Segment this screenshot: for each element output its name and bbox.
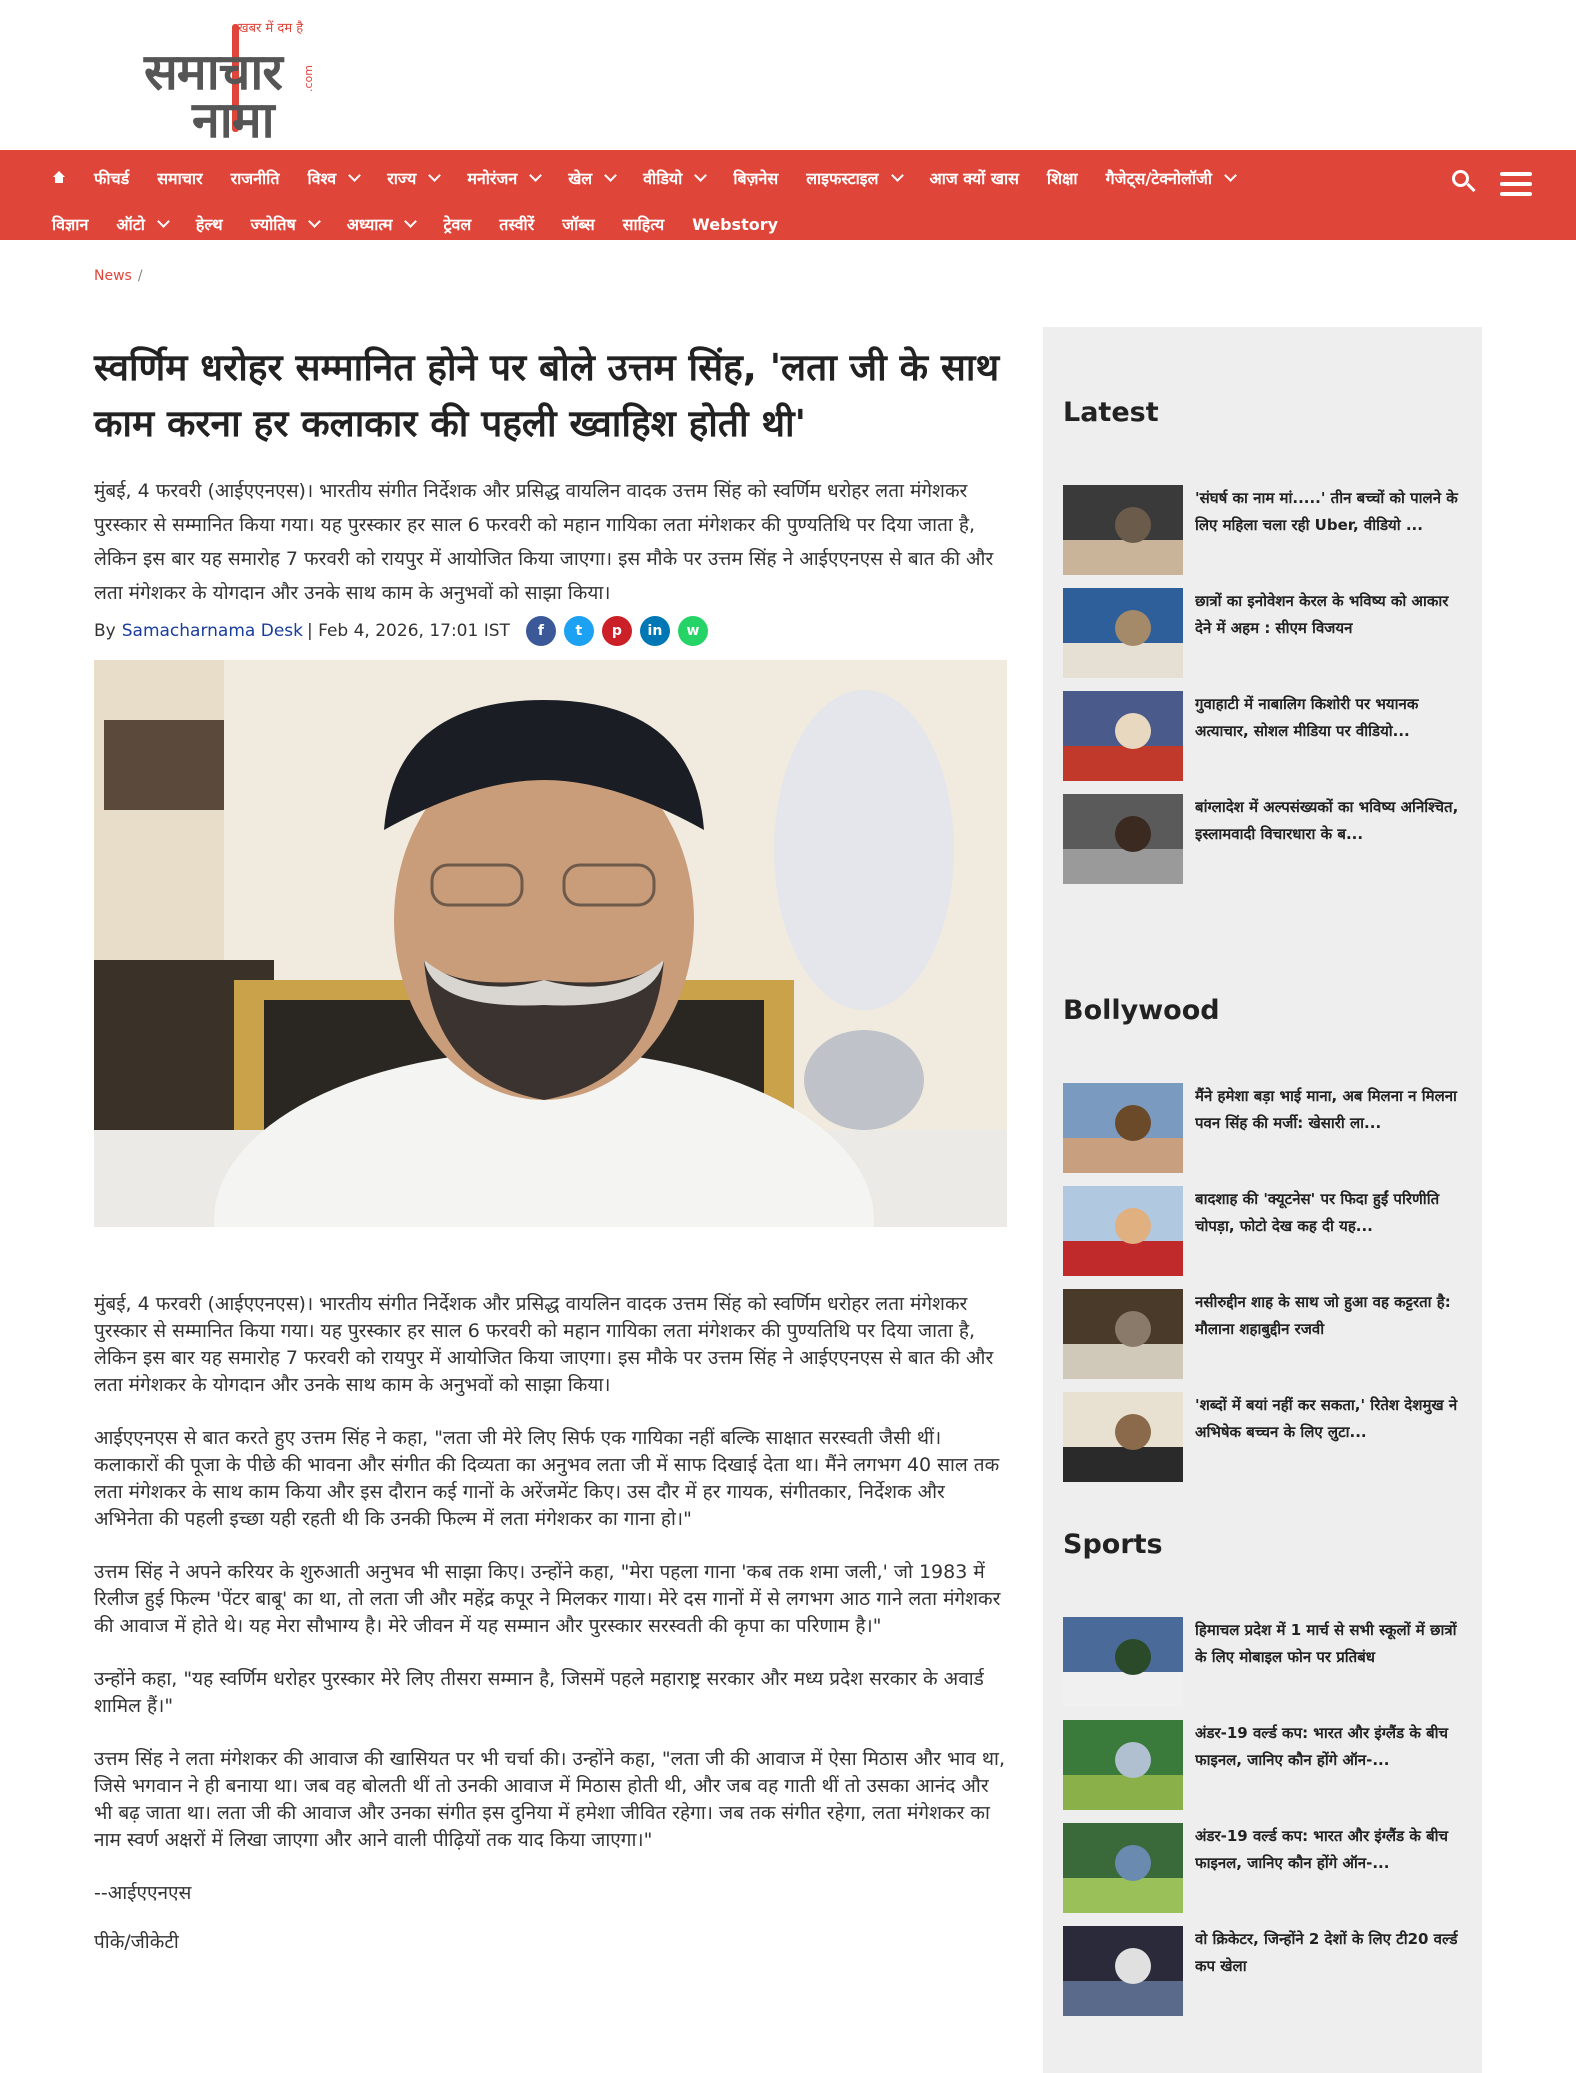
logo-tagline: खबर में दम है bbox=[238, 21, 304, 36]
sidebar-thumbnail[interactable] bbox=[1063, 1720, 1183, 1810]
article-paragraph: उत्तम सिंह ने अपने करियर के शुरुआती अनुभव भी साझा किए। उन्होंने कहा, "मेरा पहला गाना 'कब तक शमा जली,' जो 1983 में रिलीज हुई फिल्म 'पेंटर बाबू' का था, तो लता जी और महेंद्र कपूर ने मिलकर गाया। मेरे दस गानों में से लगभग आठ गाने लता मंगेशकर की आवाज में होते थे। यह मेरा सौभाग्य है। मेरे जीवन में यह सम्मान और पुरस्कार सरस्वती की कृपा का परिणाम है।" bbox=[94, 1561, 1001, 1637]
author-link[interactable]: Samacharnama Desk bbox=[121, 621, 303, 641]
nav-item-label: राजनीति bbox=[230, 169, 280, 188]
sidebar-bollywood-item[interactable] bbox=[1063, 1186, 1463, 1278]
sidebar-bollywood-item[interactable] bbox=[1063, 1289, 1463, 1381]
chevron-down-icon[interactable] bbox=[157, 215, 170, 228]
nav-item-label: साहित्य bbox=[622, 215, 665, 234]
byline-by-label: By bbox=[94, 621, 116, 641]
nav-item-row2-4[interactable] bbox=[347, 213, 416, 235]
sidebar-latest-item[interactable] bbox=[1063, 794, 1463, 886]
article-paragraph: आईएएनएस से बात करते हुए उत्तम सिंह ने कहा, "लता जी मेरे लिए सिर्फ एक गायिका नहीं बल्कि साक्षात सरस्वती जैसी थीं। कलाकारों की पूजा के पीछे की भावना और संगीत की दिव्यता का अनुभव लता जी में साफ दिखाई देता था। मैंने लगभग 40 साल तक लता मंगेशकर के साथ काम किया और इस दौरान कई गानों के अरेंजमेंट किए। उस दौर में हर गायक, संगीतकार, निर्देशक और अभिनेता की पहली इच्छा यही रहती थी कि उनकी फिल्म में लता मंगेशकर का गाना हो।" bbox=[94, 1427, 1000, 1530]
nav-item-row2-1[interactable] bbox=[116, 213, 168, 235]
publish-date: | Feb 4, 2026, 17:01 IST bbox=[306, 621, 510, 641]
sidebar-bollywood-heading: Bollywood bbox=[1063, 995, 1220, 1026]
article-paragraph: पीके/जीकेटी bbox=[94, 1931, 179, 1953]
nav-item-label: वीडियो bbox=[643, 169, 683, 188]
nav-item-row1-2[interactable] bbox=[231, 167, 280, 189]
sidebar-sports bbox=[1063, 1529, 1463, 1975]
facebook-icon[interactable]: f bbox=[526, 616, 556, 646]
nav-item-row2-3[interactable] bbox=[251, 213, 319, 235]
sidebar-sports-item[interactable] bbox=[1063, 1617, 1463, 1709]
nav-item-label: बिज़नेस bbox=[733, 169, 779, 188]
sidebar-headline[interactable]: छात्रों का इनोवेशन केरल के भविष्य को आकार देने में अहम : सीएम विजयन bbox=[1195, 592, 1449, 637]
nav-item-row1-5[interactable] bbox=[467, 167, 540, 189]
article-paragraph: --आईएएनएस bbox=[94, 1882, 192, 1904]
breadcrumb-news-link[interactable]: News bbox=[94, 268, 132, 284]
nav-item-row1-10[interactable] bbox=[930, 167, 1019, 189]
article-paragraph: उत्तम सिंह ने लता मंगेशकर की आवाज की खासियत पर भी चर्चा की। उन्होंने कहा, "लता जी की आवाज में ऐसा मिठास और भाव था, जिसे भगवान ने ही बनाया था। जब वह बोलती थीं तो उनकी आवाज में मिठास होती थी, और जब वह गाती थीं तो उसका आनंद और भी बढ़ जाता था। लता जी की आवाज और उनका संगीत इस दुनिया में हमेशा जीवित रहेगा। जब तक संगीत रहेगा, लता मंगेशकर का नाम स्वर्ण अक्षरों में लिखा जाएगा और आने वाली पीढ़ियों तक याद किया जाएगा।" bbox=[94, 1748, 1006, 1851]
nav-item-label: गैजेट्स/टेक्नोलॉजी bbox=[1105, 169, 1213, 188]
home-icon[interactable] bbox=[52, 171, 66, 185]
main-nav bbox=[0, 150, 1576, 240]
byline bbox=[94, 616, 1009, 646]
nav-row-secondary bbox=[52, 204, 806, 244]
sidebar-thumbnail[interactable] bbox=[1063, 794, 1183, 884]
nav-item-label: राज्य bbox=[387, 169, 417, 188]
chevron-down-icon[interactable] bbox=[694, 169, 707, 182]
sidebar-headline[interactable]: बांग्लादेश में अल्पसंख्यकों का भविष्य अनिश्चित, इस्लामवादी विचारधारा के ब... bbox=[1195, 798, 1459, 843]
nav-item-row1-9[interactable] bbox=[806, 167, 901, 189]
sidebar-bollywood-item[interactable] bbox=[1063, 1392, 1463, 1484]
logo-dotcom: .com bbox=[302, 65, 315, 92]
sidebar-thumbnail[interactable] bbox=[1063, 1926, 1183, 2016]
nav-item-row1-7[interactable] bbox=[643, 167, 705, 189]
sidebar-headline[interactable]: गुवाहाटी में नाबालिग किशोरी पर भयानक अत्याचार, सोशल मीडिया पर वीडियो... bbox=[1195, 695, 1419, 740]
nav-item-label: आज क्यों खास bbox=[929, 169, 1019, 188]
nav-item-label: शिक्षा bbox=[1046, 169, 1078, 188]
hero-photo bbox=[94, 660, 1007, 1227]
share-buttons bbox=[526, 616, 716, 646]
article bbox=[94, 340, 1009, 1978]
sidebar-headline[interactable]: अंडर-19 वर्ल्ड कप: भारत और इंग्लैंड के बीच फाइनल, जानिए कौन होंगे ऑन-... bbox=[1195, 1827, 1449, 1872]
article-body bbox=[94, 1291, 1009, 1956]
chevron-down-icon[interactable] bbox=[604, 169, 617, 182]
sidebar-headline[interactable]: 'शब्दों में बयां नहीं कर सकता,' रितेश देशमुख ने अभिषेक बच्चन के लिए लुटा... bbox=[1195, 1396, 1458, 1441]
sidebar-headline[interactable]: हिमाचल प्रदेश में 1 मार्च से सभी स्कूलों में छात्रों के लिए मोबाइल फोन पर प्रतिबंध bbox=[1195, 1621, 1457, 1666]
nav-item-label: समाचार bbox=[157, 169, 203, 188]
article-lead: मुंबई, 4 फरवरी (आईएएनएस)। भारतीय संगीत निर्देशक और प्रसिद्ध वायलिन वादक उत्तम सिंह को स्वर्णिम धरोहर लता मंगेशकर पुरस्कार से सम्मानित किया गया। यह पुरस्कार हर साल 6 फरवरी को महान गायिका लता मंगेशकर की पुण्यतिथि पर दिया जाता है, लेकिन इस बार यह समारोह 7 फरवरी को रायपुर में आयोजित किया जाएगा। इस मौके पर उत्तम सिंह ने आईएएनएस से बात की और लता मंगेशकर के योगदान और उनके साथ काम के अनुभवों को साझा किया। bbox=[94, 480, 994, 604]
nav-item-row1-11[interactable] bbox=[1047, 167, 1078, 189]
chevron-down-icon[interactable] bbox=[348, 169, 361, 182]
sidebar-headline[interactable]: बादशाह की 'क्यूटनेस' पर फिदा हुईं परिणीति चोपड़ा, फोटो देख कह दी यह... bbox=[1195, 1190, 1440, 1235]
search-icon[interactable] bbox=[1452, 170, 1476, 194]
sidebar-latest-item[interactable] bbox=[1063, 588, 1463, 680]
nav-item-label: Webstory bbox=[692, 214, 779, 234]
sidebar-bollywood bbox=[1063, 995, 1463, 1441]
nav-row-primary bbox=[52, 158, 1263, 198]
nav-item-row1-1[interactable] bbox=[157, 167, 202, 189]
sidebar-latest-item[interactable] bbox=[1063, 691, 1463, 783]
nav-item-label: लाइफस्टाइल bbox=[806, 169, 879, 188]
nav-item-label: विज्ञान bbox=[52, 215, 89, 234]
sidebar-sports-item[interactable] bbox=[1063, 1823, 1463, 1915]
chevron-down-icon[interactable] bbox=[405, 215, 418, 228]
sidebar-thumbnail[interactable] bbox=[1063, 1823, 1183, 1913]
site-logo[interactable] bbox=[140, 14, 330, 149]
breadcrumb-separator: / bbox=[137, 268, 143, 284]
nav-item-label: ट्रेवल bbox=[443, 215, 472, 234]
sidebar-thumbnail[interactable] bbox=[1063, 1617, 1183, 1707]
sidebar-thumbnail[interactable] bbox=[1063, 485, 1183, 575]
sidebar-latest-heading: Latest bbox=[1063, 397, 1159, 428]
nav-item-row2-7[interactable] bbox=[562, 213, 594, 235]
sidebar-thumbnail[interactable] bbox=[1063, 588, 1183, 678]
pinterest-icon[interactable]: p bbox=[602, 616, 632, 646]
sidebar-sports-item[interactable] bbox=[1063, 1720, 1463, 1812]
nav-item-label: ऑटो bbox=[116, 215, 145, 234]
sidebar-latest-item[interactable] bbox=[1063, 485, 1463, 577]
nav-item-row1-4[interactable] bbox=[387, 167, 439, 189]
sidebar-bollywood-item[interactable] bbox=[1063, 1083, 1463, 1175]
twitter-icon[interactable]: t bbox=[564, 616, 594, 646]
sidebar-thumbnail[interactable] bbox=[1063, 1186, 1183, 1276]
nav-item-label: विश्व bbox=[307, 169, 337, 188]
nav-item-label: फीचर्ड bbox=[94, 169, 130, 188]
nav-item-label: मनोरंजन bbox=[467, 169, 518, 188]
sidebar bbox=[1043, 327, 1482, 2073]
nav-item-row1-6[interactable] bbox=[568, 167, 615, 189]
sidebar-thumbnail[interactable] bbox=[1063, 1083, 1183, 1173]
linkedin-icon[interactable]: in bbox=[640, 616, 670, 646]
nav-item-label: जॉब्स bbox=[562, 215, 595, 234]
sidebar-headline[interactable]: वो क्रिकेटर, जिन्होंने 2 देशों के लिए टी20 वर्ल्ड कप खेला bbox=[1195, 1930, 1458, 1975]
nav-item-label: खेल bbox=[568, 169, 593, 188]
nav-item-label: हेल्थ bbox=[195, 215, 223, 234]
nav-item-row2-0[interactable] bbox=[52, 213, 88, 235]
sidebar-headline[interactable]: मैंने हमेशा बड़ा भाई माना, अब मिलना न मिलना पवन सिंह की मर्जी: खेसारी ला... bbox=[1195, 1087, 1457, 1132]
sidebar-headline[interactable]: 'संघर्ष का नाम मां.....' तीन बच्चों को पालने के लिए महिला चला रही Uber, वीडियो ... bbox=[1195, 489, 1458, 534]
nav-item-label: अध्यात्म bbox=[346, 215, 393, 234]
nav-item-row1-3[interactable] bbox=[307, 167, 359, 189]
logo-text-line2: नामा bbox=[192, 91, 274, 149]
sidebar-thumbnail[interactable] bbox=[1063, 691, 1183, 781]
sidebar-headline[interactable]: अंडर-19 वर्ल्ड कप: भारत और इंग्लैंड के बीच फाइनल, जानिए कौन होंगे ऑन-... bbox=[1195, 1724, 1449, 1769]
sidebar-sports-item[interactable] bbox=[1063, 1926, 1463, 2018]
whatsapp-icon[interactable]: w bbox=[678, 616, 708, 646]
nav-item-row2-5[interactable] bbox=[443, 213, 471, 235]
article-paragraph: उन्होंने कहा, "यह स्वर्णिम धरोहर पुरस्कार मेरे लिए तीसरा सम्मान है, जिसमें पहले महाराष्ट्र सरकार और मध्य प्रदेश सरकार के अवार्ड शामिल हैं।" bbox=[94, 1668, 984, 1717]
site-header bbox=[0, 0, 1576, 150]
article-paragraph: मुंबई, 4 फरवरी (आईएएनएस)। भारतीय संगीत निर्देशक और प्रसिद्ध वायलिन वादक उत्तम सिंह को स्वर्णिम धरोहर लता मंगेशकर पुरस्कार से सम्मानित किया गया। यह पुरस्कार हर साल 6 फरवरी को महान गायिका लता मंगेशकर की पुण्यतिथि पर दिया जाता है, लेकिन इस बार यह समारोह 7 फरवरी को रायपुर में आयोजित किया जाएगा। इस मौके पर उत्तम सिंह ने आईएएनएस से बात की और लता मंगेशकर के योगदान और उनके साथ काम के अनुभवों को साझा किया। bbox=[94, 1293, 994, 1396]
chevron-down-icon[interactable] bbox=[428, 169, 441, 182]
nav-item-label: तस्वीरें bbox=[499, 215, 535, 234]
nav-item-row1-0[interactable] bbox=[94, 167, 129, 189]
breadcrumb bbox=[94, 268, 143, 284]
article-hero-image bbox=[94, 660, 1007, 1227]
chevron-down-icon[interactable] bbox=[1224, 169, 1237, 182]
nav-item-row1-12[interactable] bbox=[1106, 167, 1235, 189]
chevron-down-icon[interactable] bbox=[891, 169, 904, 182]
nav-item-row2-9[interactable] bbox=[692, 215, 778, 234]
sidebar-thumbnail[interactable] bbox=[1063, 1289, 1183, 1379]
chevron-down-icon[interactable] bbox=[308, 215, 321, 228]
nav-item-row2-2[interactable] bbox=[196, 213, 223, 235]
nav-item-label: ज्योतिष bbox=[250, 215, 296, 234]
chevron-down-icon[interactable] bbox=[529, 169, 542, 182]
sidebar-latest bbox=[1063, 397, 1463, 843]
sidebar-thumbnail[interactable] bbox=[1063, 1392, 1183, 1482]
logo-text-line1: समाचार bbox=[144, 43, 282, 101]
sidebar-headline[interactable]: नसीरुद्दीन शाह के साथ जो हुआ वह कट्टरता है: मौलाना शहाबुद्दीन रजवी bbox=[1195, 1293, 1451, 1338]
hamburger-menu-icon[interactable] bbox=[1500, 172, 1532, 196]
article-title: स्वर्णिम धरोहर सम्मानित होने पर बोले उत्तम सिंह, 'लता जी के साथ काम करना हर कलाकार की पहली ख्वाहिश होती थी' bbox=[94, 346, 1000, 445]
nav-item-row1-8[interactable] bbox=[733, 167, 778, 189]
sidebar-sports-heading: Sports bbox=[1063, 1529, 1163, 1560]
nav-item-row2-6[interactable] bbox=[499, 213, 534, 235]
nav-item-row2-8[interactable] bbox=[623, 213, 665, 235]
